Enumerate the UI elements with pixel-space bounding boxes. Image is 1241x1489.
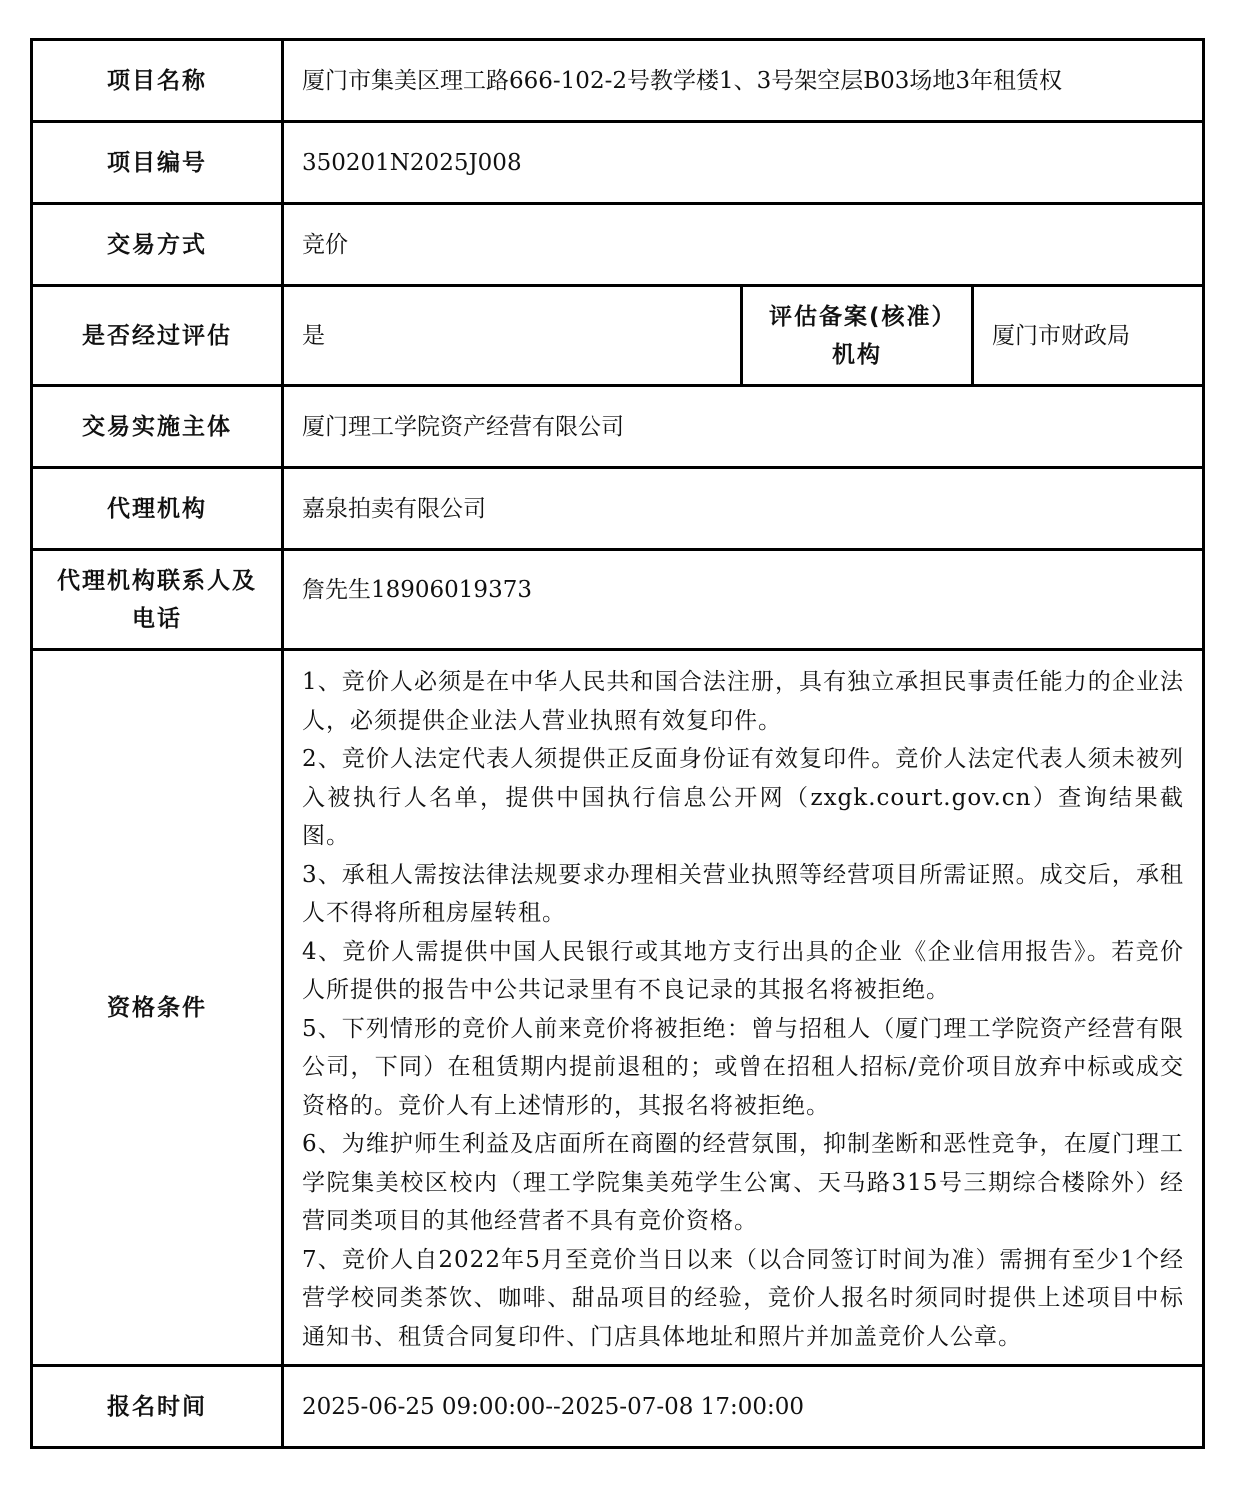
qualifications-label: 资格条件: [32, 650, 283, 1366]
row-evaluated: [32, 286, 1204, 386]
qualifications-content: [283, 650, 1204, 1366]
agent-label: 代理机构: [32, 468, 283, 550]
trade-subject-value: 厦门理工学院资产经营有限公司: [283, 386, 1204, 468]
trade-method-label: 交易方式: [32, 204, 283, 286]
qualification-item: 7、竞价人自2022年5月至竞价当日以来（以合同签订时间为准）需拥有至少1个经营学校同类茶饮、咖啡、甜品项目的经验，竞价人报名时须同时提供上述项目中标通知书、租赁合同复印件、门店具体地址和照片并加盖竞价人公章。: [302, 1246, 1185, 1350]
evaluated-value: 是: [283, 286, 742, 386]
trade-subject-label: 交易实施主体: [32, 386, 283, 468]
evaluation-agency-label: 评估备案(核准）机构: [742, 286, 973, 386]
qualification-item: 2、竞价人法定代表人须提供正反面身份证有效复印件。竞价人法定代表人须未被列入被执行人名单，提供中国执行信息公开网（zxgk.court.gov.cn）查询结果截图。: [302, 746, 1185, 849]
registration-time-value: 2025-06-25 09:00:00--2025-07-08 17:00:00: [283, 1366, 1204, 1448]
row-registration-time: [32, 1366, 1204, 1448]
agent-contact-value: 詹先生18906019373: [283, 550, 1204, 650]
project-info-table: [30, 38, 1205, 1449]
project-number-label: 项目编号: [32, 122, 283, 204]
evaluation-agency-value: 厦门市财政局: [973, 286, 1204, 386]
registration-time-label: 报名时间: [32, 1366, 283, 1448]
row-qualifications: [32, 650, 1204, 1366]
qualification-item: 4、竞价人需提供中国人民银行或其地方支行出具的企业《企业信用报告》。若竞价人所提供的报告中公共记录里有不良记录的其报名将被拒绝。: [302, 938, 1185, 1003]
agent-contact-label: 代理机构联系人及电话: [32, 550, 283, 650]
row-agent-contact: [32, 550, 1204, 650]
row-trade-subject: [32, 386, 1204, 468]
project-name-label: 项目名称: [32, 40, 283, 122]
qualification-item: 5、下列情形的竞价人前来竞价将被拒绝：曾与招租人（厦门理工学院资产经营有限公司，下同）在租赁期内提前退租的；或曾在招租人招标/竞价项目放弃中标或成交资格的。竞价人有上述情形的，其报名将被拒绝。: [302, 1015, 1185, 1119]
qualification-item: 6、为维护师生利益及店面所在商圈的经营氛围，抑制垄断和恶性竞争，在厦门理工学院集美校区校内（理工学院集美苑学生公寓、天马路315号三期综合楼除外）经营同类项目的其他经营者不具有竞价资格。: [302, 1131, 1185, 1234]
row-agent: [32, 468, 1204, 550]
row-project-name: [32, 40, 1204, 122]
row-project-number: [32, 122, 1204, 204]
row-trade-method: [32, 204, 1204, 286]
project-number-value: 350201N2025J008: [283, 122, 1204, 204]
agent-value: 嘉泉拍卖有限公司: [283, 468, 1204, 550]
qualification-item: 3、承租人需按法律法规要求办理相关营业执照等经营项目所需证照。成交后，承租人不得将所租房屋转租。: [302, 861, 1185, 926]
qualification-item: 1、竞价人必须是在中华人民共和国合法注册，具有独立承担民事责任能力的企业法人，必须提供企业法人营业执照有效复印件。: [302, 669, 1185, 734]
trade-method-value: 竞价: [283, 204, 1204, 286]
evaluated-label: 是否经过评估: [32, 286, 283, 386]
project-name-value: 厦门市集美区理工路666-102-2号教学楼1、3号架空层B03场地3年租赁权: [283, 40, 1204, 122]
